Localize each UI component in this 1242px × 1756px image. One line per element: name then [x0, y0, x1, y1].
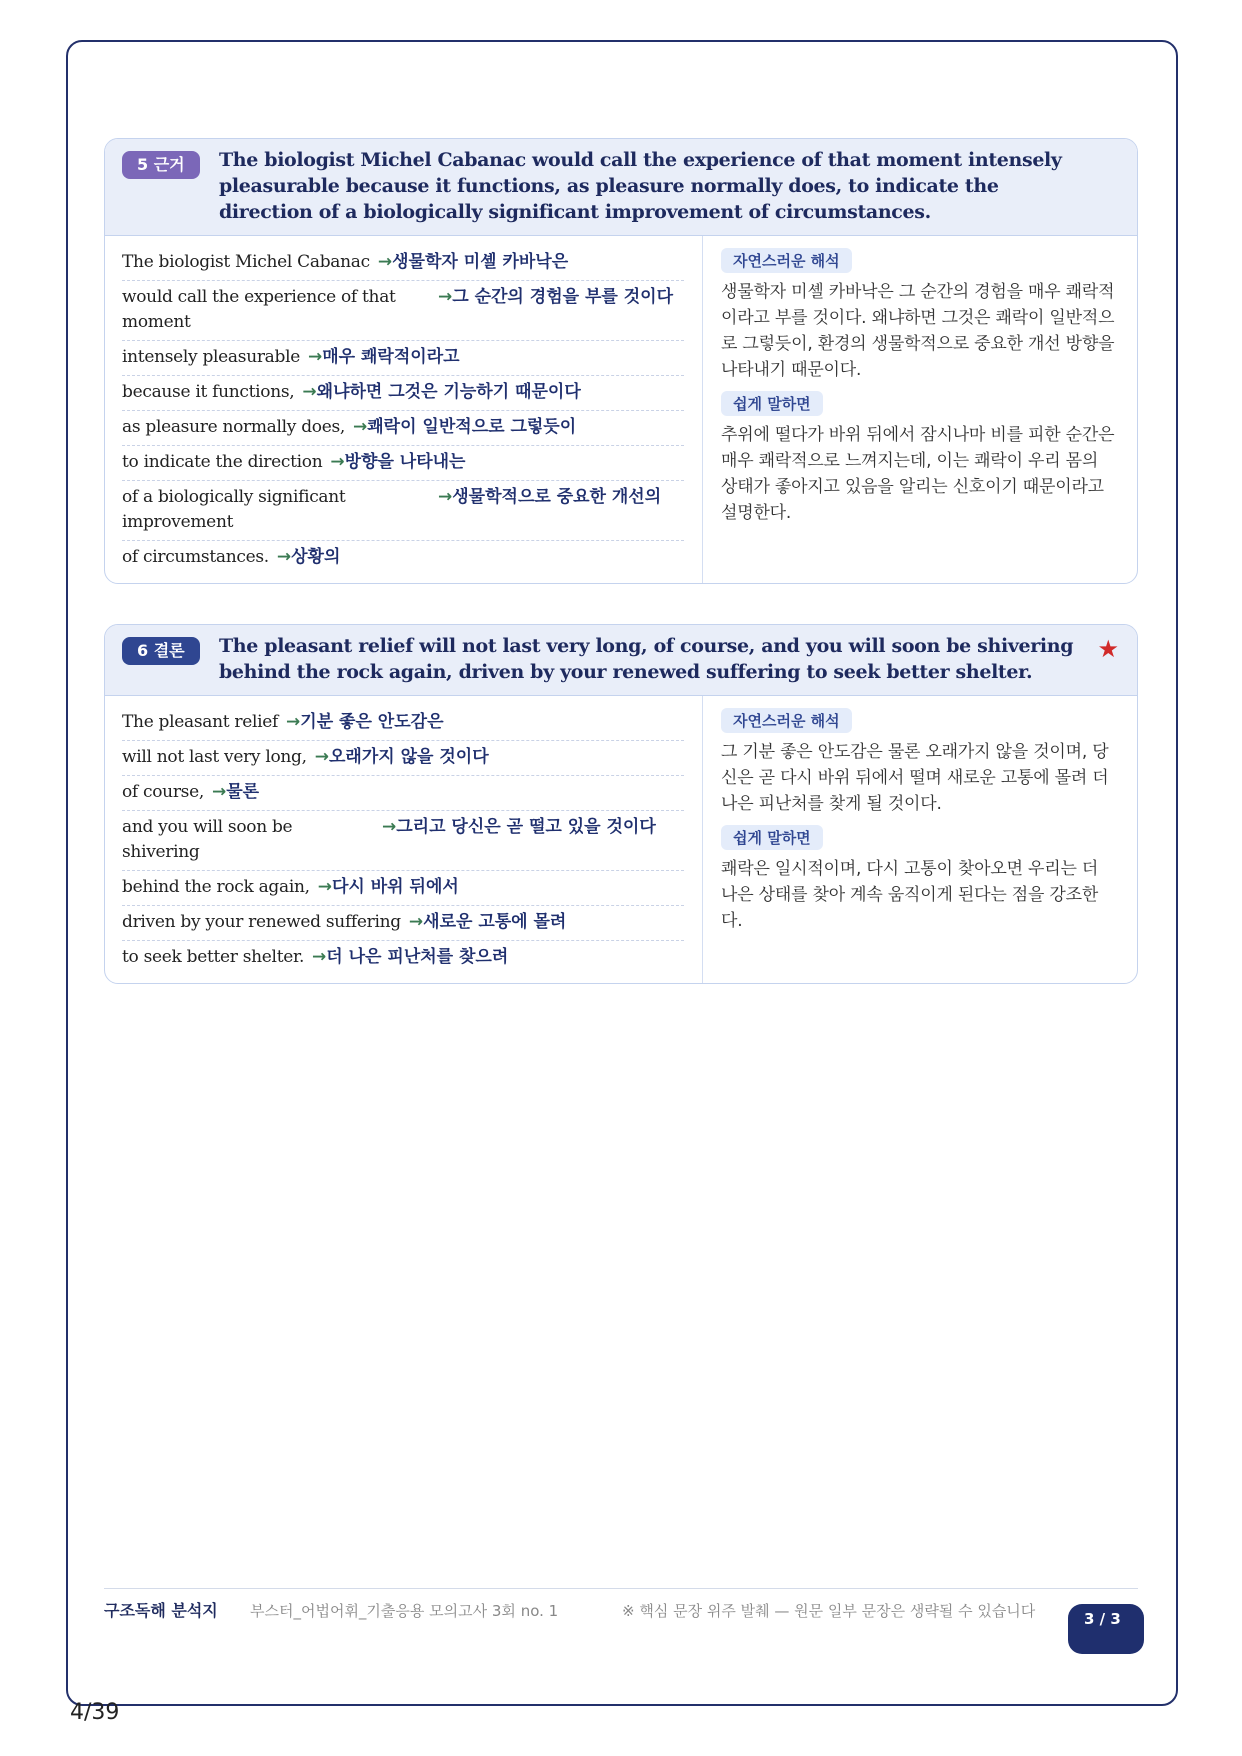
chunk-en: of course,: [122, 782, 204, 802]
chunk-row: [122, 741, 684, 776]
arrow-icon: →: [353, 417, 368, 437]
arrow-icon: →: [302, 382, 317, 402]
chunk-row: [122, 706, 684, 741]
chunk-row: [122, 541, 684, 575]
chunk-en: of circumstances.: [122, 547, 269, 567]
chunk-ko: →물론: [211, 782, 260, 802]
chunk-row: [122, 871, 684, 906]
natural-translation: 그 기분 좋은 안도감은 물론 오래가지 않을 것이며, 당신은 곧 다시 바위 뒤에서 떨며 새로운 고통에 몰려 더 나은 피난처를 찾게 될 것이다.: [721, 742, 1109, 814]
section-badge: 6 결론: [122, 637, 200, 665]
chunk-ko: →다시 바위 뒤에서: [317, 877, 459, 897]
chunk-en: as pleasure normally does,: [122, 417, 345, 437]
sentence-card-6: [104, 624, 1138, 984]
arrow-icon: →: [438, 287, 453, 307]
chunk-en: intensely pleasurable: [122, 347, 300, 367]
chunk-ko: →매우 쾌락적이라고: [308, 347, 460, 367]
chunk-ko: →그리고 당신은 곧 떨고 있을 것이다: [382, 817, 656, 837]
arrow-icon: →: [276, 547, 292, 567]
chunk-ko: →생물학적으로 중요한 개선의: [438, 487, 662, 507]
arrow-icon: →: [438, 487, 453, 507]
chunk-ko: →방향을 나타내는: [330, 452, 466, 472]
chunk-ko: →쾌락이 일반적으로 그렇듯이: [353, 417, 577, 437]
chunk-en: would call the experience of that moment: [122, 287, 396, 332]
chunk-en: of a biologically significant improvement: [122, 487, 346, 532]
chunk-row: [122, 411, 684, 446]
arrow-icon: →: [211, 782, 227, 802]
key-sentence: The pleasant relief will not last very long, of course, and you will soon be shivering behind the rock again, driven by your renewed suffering to seek better shelter.: [219, 635, 1074, 683]
chunk-en: The pleasant relief: [122, 712, 279, 732]
chunk-ko: →더 나은 피난처를 찾으려: [312, 947, 509, 967]
arrow-icon: →: [312, 947, 327, 967]
chunk-row: [122, 376, 684, 411]
chunk-ko: →기분 좋은 안도감은: [286, 712, 444, 732]
chunk-row: [122, 341, 684, 376]
footer-note: ※ 핵심 문장 위주 발췌 — 원문 일부 문장은 생략될 수 있습니다: [622, 1602, 1036, 1620]
arrow-icon: →: [330, 452, 345, 472]
footer-divider: [104, 1588, 1138, 1589]
natural-translation: 생물학자 미셸 카바낙은 그 순간의 경험을 매우 쾌락적이라고 부를 것이다. 왜냐하면 그것은 쾌락이 일반적으로 그렇듯이, 환경의 생물학적으로 중요한 개선 방향을 나타내기 때문이다.: [721, 282, 1115, 380]
chunk-row: [122, 281, 684, 341]
footer-source: 부스터_어법어휘_기출응용 모의고사 3회 no. 1: [250, 1602, 559, 1620]
chunk-en: to indicate the direction: [122, 452, 323, 472]
arrow-icon: →: [408, 912, 424, 932]
chunk-en: behind the rock again,: [122, 877, 310, 897]
chunk-row: [122, 481, 684, 541]
natural-label: 자연스러운 해석: [721, 708, 852, 733]
chunk-en: The biologist Michel Cabanac: [122, 252, 370, 272]
natural-label: 자연스러운 해석: [721, 248, 852, 273]
chunk-ko: →그 순간의 경험을 부를 것이다: [438, 287, 673, 307]
document-page-counter: 4/39: [70, 1700, 120, 1725]
interpretation-panel: [703, 696, 1137, 983]
section-badge: 5 근거: [122, 151, 200, 179]
interpretation-panel: [703, 236, 1137, 583]
easy-explanation: 추위에 떨다가 바위 뒤에서 잠시나마 비를 피한 순간은 매우 쾌락적으로 느껴지는데, 이는 쾌락이 우리 몸의 상태가 좋아지고 있음을 알리는 신호이기 때문이라고 설명한다.: [721, 425, 1115, 523]
star-icon: ★: [1097, 635, 1119, 663]
chunk-en: because it functions,: [122, 382, 295, 402]
arrow-icon: →: [317, 877, 332, 897]
chunk-en: to seek better shelter.: [122, 947, 305, 967]
chunk-ko: →생물학자 미셸 카바낙은: [377, 252, 569, 272]
sentence-card-5: [104, 138, 1138, 584]
card-header: [105, 139, 1137, 236]
chunk-list: [105, 696, 703, 983]
chunk-en: will not last very long,: [122, 747, 307, 767]
easy-label: 쉽게 말하면: [721, 825, 823, 850]
chunk-ko: →새로운 고통에 몰려: [408, 912, 567, 932]
arrow-icon: →: [314, 747, 329, 767]
chunk-row: [122, 811, 684, 871]
card-header: [105, 625, 1137, 696]
chunk-row: [122, 906, 684, 941]
arrow-icon: →: [377, 252, 393, 272]
chunk-row: [122, 941, 684, 975]
chunk-ko: →왜냐하면 그것은 기능하기 때문이다: [302, 382, 581, 402]
chunk-row: [122, 446, 684, 481]
easy-explanation: 쾌락은 일시적이며, 다시 고통이 찾아오면 우리는 더 나은 상태를 찾아 계속 움직이게 된다는 점을 강조한다.: [721, 859, 1099, 931]
chunk-ko: →상황의: [276, 547, 341, 567]
footer-title: 구조독해 분석지: [104, 1601, 218, 1620]
key-sentence: The biologist Michel Cabanac would call the experience of that moment intensely pleasurable because it functions, as pleasure normally does, to indicate the direction of a biologically significant improvement of circumstances.: [219, 149, 1062, 223]
chunk-en: and you will soon be shivering: [122, 817, 293, 862]
easy-label: 쉽게 말하면: [721, 391, 823, 416]
arrow-icon: →: [308, 347, 323, 367]
page-indicator: 3 / 3: [1068, 1604, 1144, 1654]
chunk-ko: →오래가지 않을 것이다: [314, 747, 489, 767]
chunk-en: driven by your renewed suffering: [122, 912, 401, 932]
chunk-list: [105, 236, 703, 583]
chunk-row: [122, 776, 684, 811]
chunk-row: [122, 246, 684, 281]
arrow-icon: →: [382, 817, 397, 837]
arrow-icon: →: [286, 712, 301, 732]
